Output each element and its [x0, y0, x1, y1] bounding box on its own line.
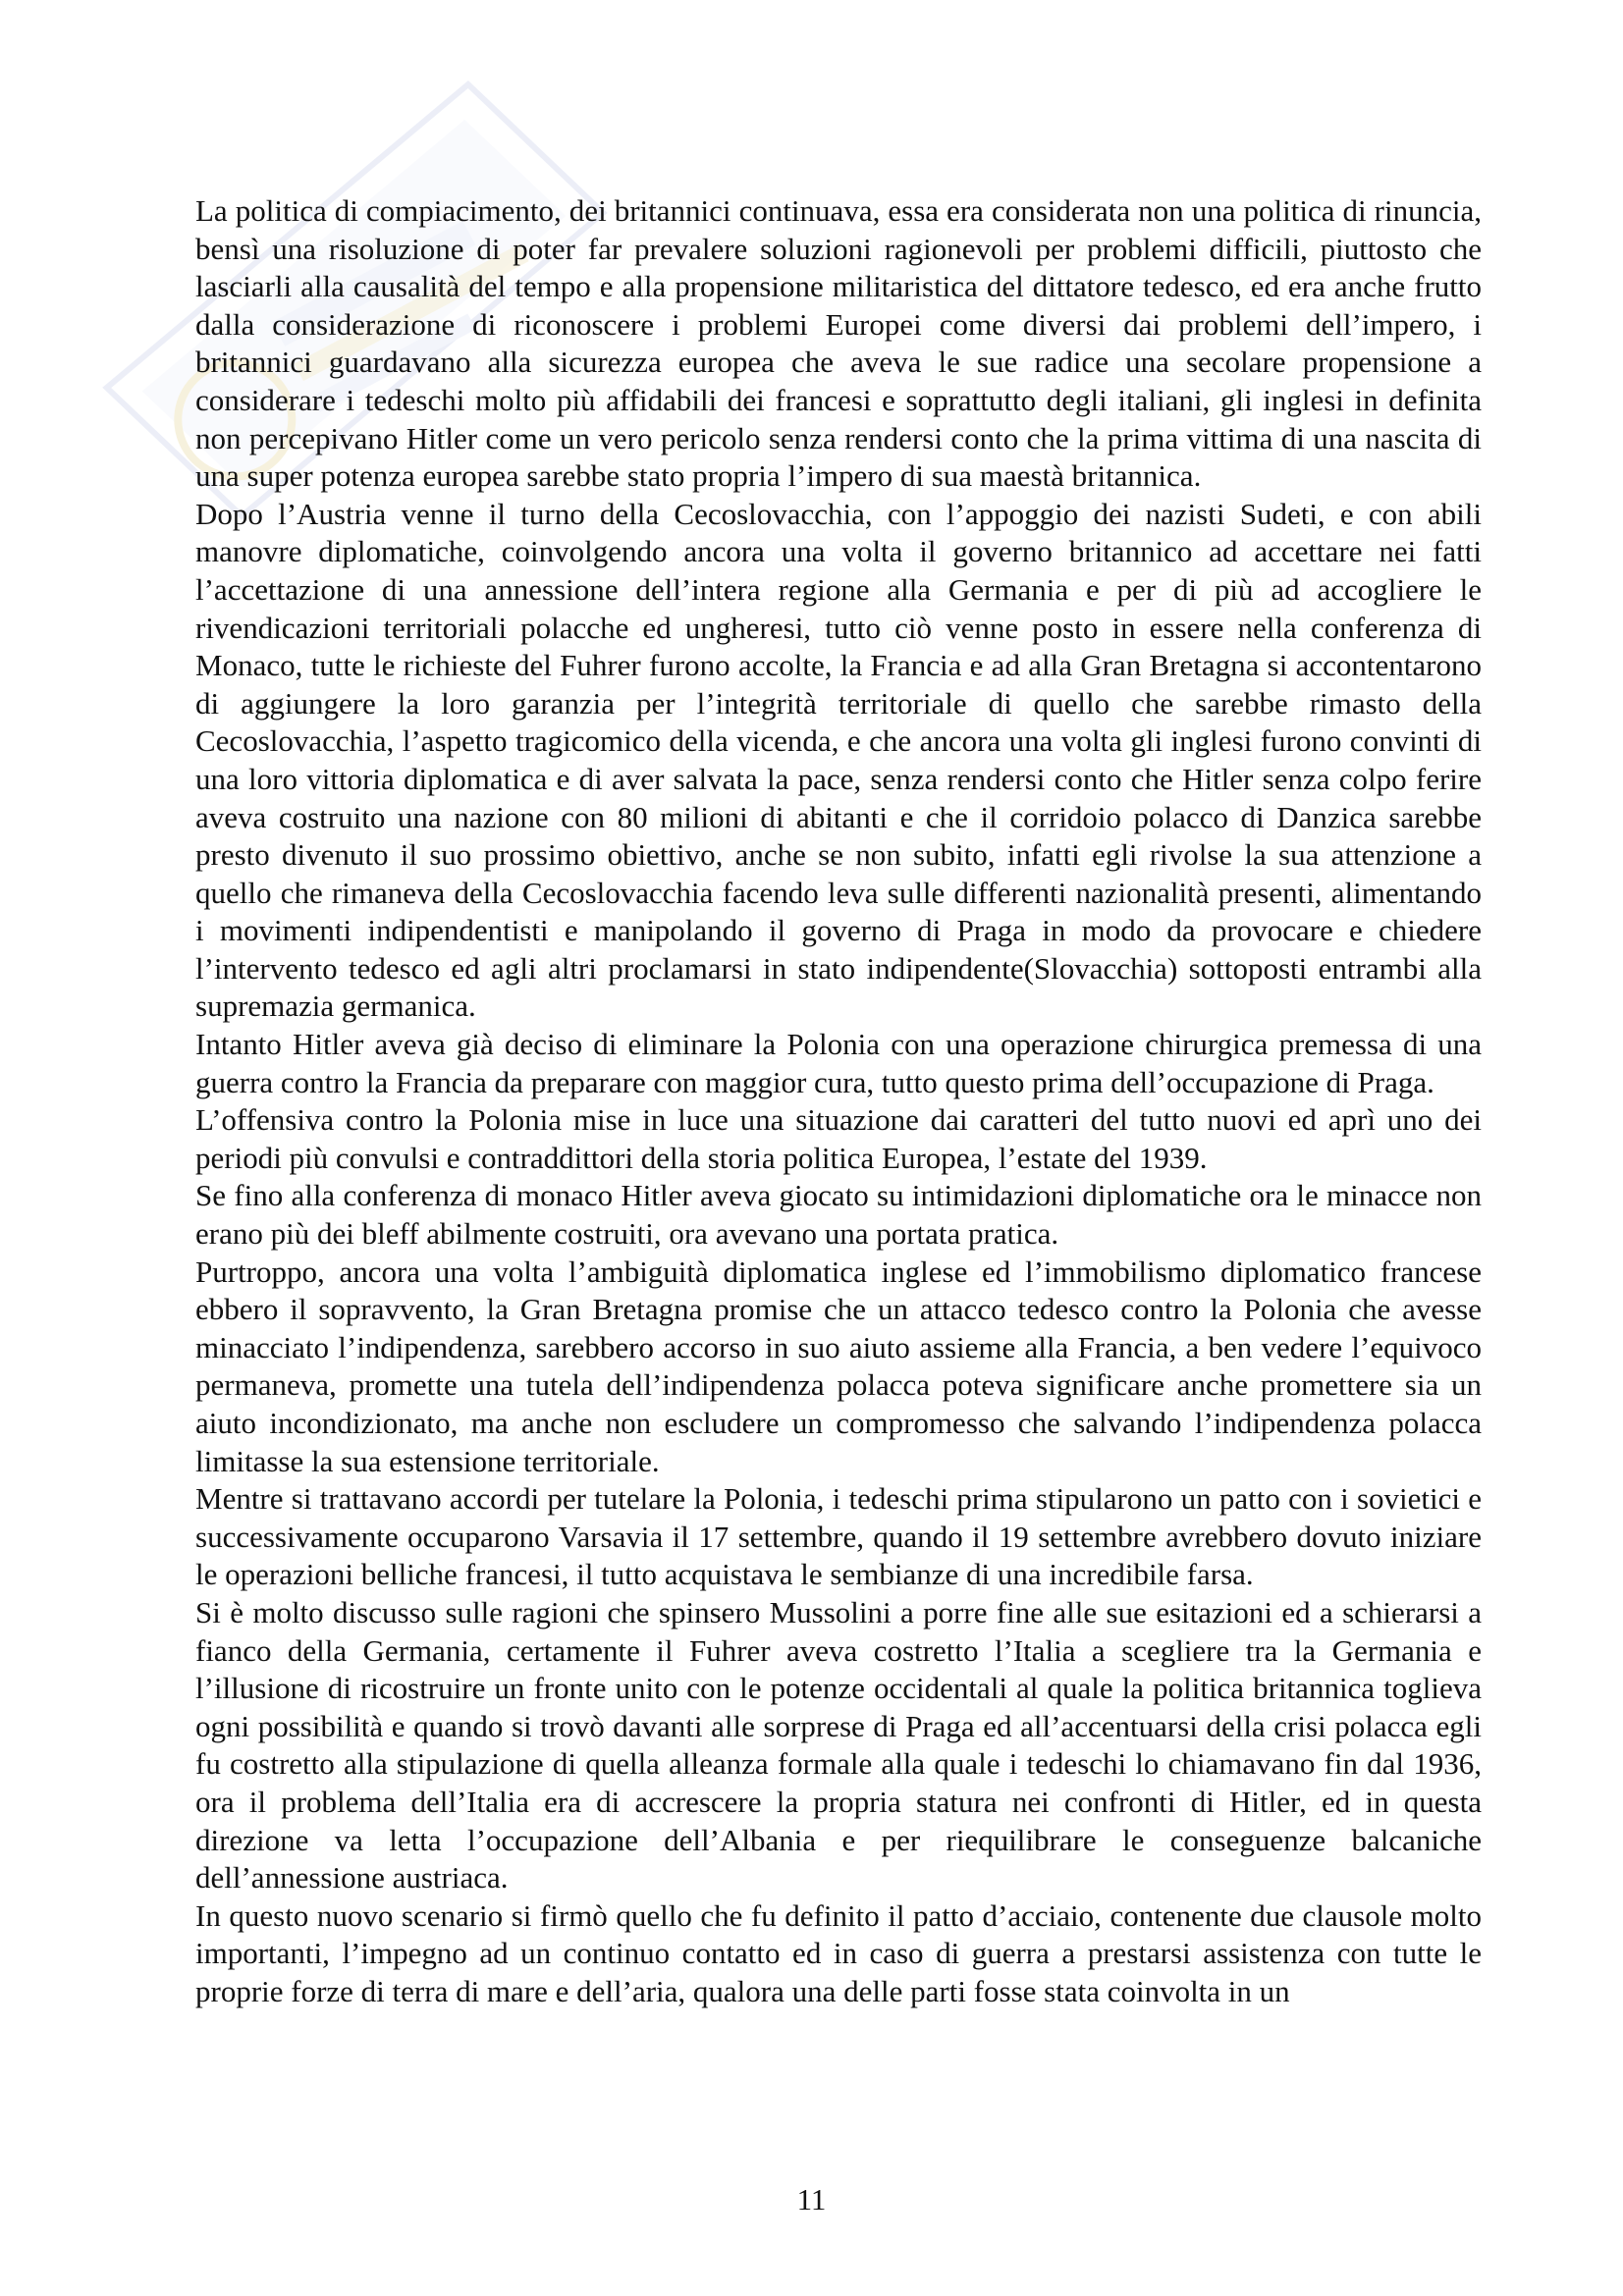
paragraph: Dopo l’Austria venne il turno della Cecoslovacchia, con l’appoggio dei nazisti Sudeti, e con abili manovre diplomatiche, coinvolgendo ancora una volta il governo britannico ad accettare nei fatti l’accettazione di una annessione dell’intera regione alla Germania e per di più ad accogliere le rivendicazioni territoriali polacche ed ungheresi, tutto ciò venne posto in essere nella conferenza di Monaco, tutte le richieste del Fuhrer furono accolte, la Francia e ad alla Gran Bretagna si accontentarono di aggiungere la loro garanzia per l’integrità territoriale di quello che sarebbe rimasto della Cecoslovacchia, l’aspetto tragicomico della vicenda, e che ancora una volta gli inglesi furono convinti di una loro vittoria diplomatica e di aver salvata la pace, senza rendersi conto che Hitler senza colpo ferire aveva costruito una nazione con 80 milioni di abitanti e che il corridoio polacco di Danzica sarebbe presto divenuto il suo prossimo obiettivo, anche se non subito, infatti egli rivolse la sua attenzione a quello che rimaneva della Cecoslovacchia facendo leva sulle differenti nazionalità presenti, alimentando i movimenti indipendentisti e manipolando il governo di Praga in modo da provocare e chiedere l’intervento tedesco ed agli altri proclamarsi in stato indipendente(Slovacchia) sottoposti entrambi alla supremazia germanica. — [195, 496, 1482, 1024]
paragraph: L’offensiva contro la Polonia mise in luce una situazione dai caratteri del tutto nuovi ed aprì uno dei periodi più convulsi e contraddittori della storia politica Europea, l’estate del 1939. — [195, 1102, 1482, 1175]
paragraph: Se fino alla conferenza di monaco Hitler aveva giocato su intimidazioni diplomatiche ora le minacce non erano più dei bleff abilmente costruiti, ora avevano una portata pratica. — [195, 1178, 1482, 1252]
document-body — [195, 192, 1482, 2011]
paragraph: Mentre si trattavano accordi per tutelare la Polonia, i tedeschi prima stipularono un patto con i sovietici e successivamente occuparono Varsavia il 17 settembre, quando il 19 settembre avrebbero dovuto iniziare le operazioni belliche francesi, il tutto acquistava le sembianze di una incredibile farsa. — [195, 1481, 1482, 1592]
paragraph: Purtroppo, ancora una volta l’ambiguità diplomatica inglese ed l’immobilismo diplomatico francese ebbero il sopravvento, la Gran Bretagna promise che un attacco tedesco contro la Polonia che avesse minacciato l’indipendenza, sarebbero accorso in suo aiuto assieme alla Francia, a ben vedere l’equivoco permaneva, promette una tutela dell’indipendenza polacca poteva significare anche promettere sia un aiuto incondizionato, ma anche non escludere un compromesso che salvando l’indipendenza polacca limitasse la sua estensione territoriale. — [195, 1254, 1482, 1478]
paragraph: Intanto Hitler aveva già deciso di eliminare la Polonia con una operazione chirurgica premessa di una guerra contro la Francia da preparare con maggior cura, tutto questo prima dell’occupazione di Praga. — [195, 1027, 1482, 1099]
paragraph: La politica di compiacimento, dei britannici continuava, essa era considerata non una politica di rinuncia, bensì una risoluzione di poter far prevalere soluzioni ragionevoli per problemi difficili, piuttosto che lasciarli alla causalità del tempo e alla propensione militaristica del dittatore tedesco, ed era anche frutto dalla considerazione di riconoscere i problemi Europei come diversi dai problemi dell’impero, i britannici guardavano alla sicurezza europea che aveva le sue radice una secolare propensione a considerare i tedeschi molto più affidabili dei francesi e soprattutto degli italiani, gli inglesi in definita non percepivano Hitler come un vero pericolo senza rendersi conto che la prima vittima di una nascita di una super potenza europea sarebbe stato propria l’impero di sua maestà britannica. — [195, 193, 1482, 494]
paragraph: In questo nuovo scenario si firmò quello che fu definito il patto d’acciaio, contenente due clausole molto importanti, l’impegno ad un continuo contatto ed in caso di guerra a prestarsi assistenza con tutte le proprie forze di terra di mare e dell’aria, qualora una delle parti fosse stata coinvolta in un — [195, 1897, 1482, 2008]
paragraph: Si è molto discusso sulle ragioni che spinsero Mussolini a porre fine alle sue esitazioni ed a schierarsi a fianco della Germania, certamente il Fuhrer aveva costretto l’Italia a scegliere tra la Germania e l’illusione di ricostruire un fronte unito con le potenze occidentali al quale la politica britannica toglieva ogni possibilità e quando si trovò davanti alle sorprese di Praga ed all’accentuarsi della crisi polacca egli fu costretto alla stipulazione di quella alleanza formale alla quale i tedeschi lo chiamavano fin dal 1936, ora il problema dell’Italia era di accrescere la propria statura nei confronti di Hitler, ed in questa direzione va letta l’occupazione dell’Albania e per riequilibrare le conseguenze balcaniche dell’annessione austriaca. — [195, 1594, 1482, 1896]
page-number: 11 — [796, 2182, 827, 2216]
